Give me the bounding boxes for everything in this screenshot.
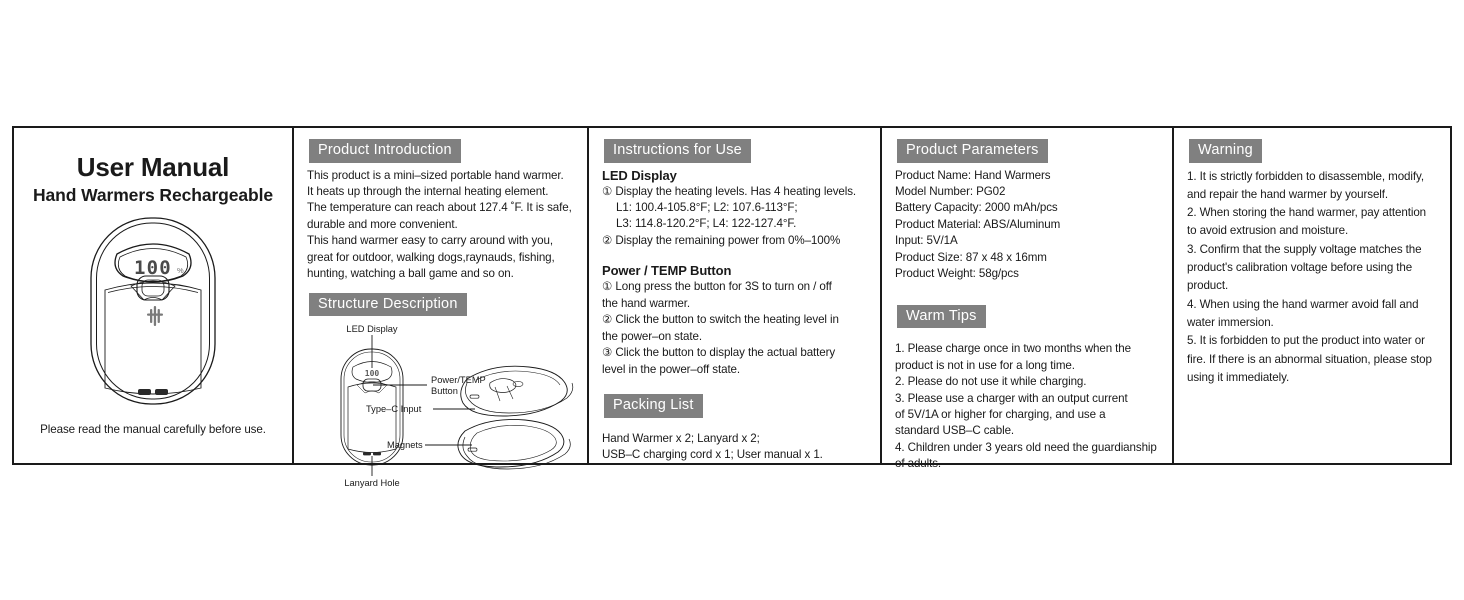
warning-line: using it immediately.	[1187, 370, 1290, 384]
parameter-row: Model Number: PG02	[895, 184, 1006, 198]
structure-diagram	[307, 321, 576, 494]
parameter-row: Product Material: ABS/Aluminum	[895, 217, 1061, 231]
power-instruction-line: level in the power–off state.	[602, 362, 741, 376]
diagram-screen-value: 100	[364, 369, 380, 379]
warm-tip-line: of 5V/1A or higher for charging, and use a	[895, 407, 1106, 421]
power-button-instructions	[602, 279, 869, 378]
badge-wrap-instructions-for-use	[604, 139, 869, 163]
intro-line: great for outdoor, walking dogs,raynauds, fishing,	[307, 250, 555, 264]
warm-tip-line: 2. Please do not use it while charging.	[895, 375, 1087, 389]
parameter-row: Product Weight: 58g/pcs	[895, 267, 1019, 281]
badge-wrap-warm-tips	[897, 305, 1161, 329]
badge-wrap-warning	[1189, 139, 1439, 163]
badge-wrap-product-parameters	[897, 139, 1161, 163]
intro-line: durable and more convenient.	[307, 217, 458, 231]
label-power-temp-button-line1: Power/TEMP	[431, 375, 486, 386]
led-instruction-line: L1: 100.4-105.8°F; L2: 107.6-113°F;	[616, 200, 798, 214]
label-type-c-input: Type–C Input	[366, 404, 422, 415]
warning-line: 3. Confirm that the supply voltage matches the	[1187, 242, 1422, 256]
warning-line: to avoid extrusion and moisture.	[1187, 224, 1349, 238]
section-badge-packing-list: Packing List	[604, 394, 703, 418]
section-badge-product-parameters: Product Parameters	[897, 139, 1048, 163]
page-title: User Manual	[76, 152, 230, 182]
panel-product-parameters	[882, 128, 1174, 471]
section-badge-warning: Warning	[1189, 139, 1262, 163]
led-instruction-line: ① Display the heating levels. Has 4 heating levels.	[602, 184, 857, 198]
page-subtitle: Hand Warmers Rechargeable	[33, 184, 273, 205]
intro-line: This product is a mini–sized portable hand warmer.	[307, 168, 564, 182]
cover-footer-note: Please read the manual carefully before use.	[40, 422, 266, 436]
warm-tip-line: 4. Children under 3 years old need the guardianship	[895, 440, 1157, 454]
warm-tip-line: 3. Please use a charger with an output current	[895, 391, 1128, 405]
label-lanyard-hole: Lanyard Hole	[344, 478, 400, 489]
power-instruction-line: ② Click the button to switch the heating level in	[602, 313, 839, 327]
subheading-power-temp-button: Power / TEMP Button	[602, 263, 732, 279]
product-introduction-text	[307, 168, 576, 283]
warning-list	[1187, 168, 1439, 388]
warning-line: product.	[1187, 279, 1229, 293]
panel-instructions-for-use	[589, 128, 882, 463]
device-battery-value: 100	[134, 256, 172, 279]
section-badge-structure-description: Structure Description	[309, 293, 467, 317]
warm-tip-line: of adults.	[895, 457, 942, 471]
manual-sheet	[12, 126, 1452, 489]
section-badge-product-introduction: Product Introduction	[309, 139, 461, 163]
heat-icon	[147, 306, 163, 326]
panel-product-introduction	[294, 128, 589, 489]
structure-diagram-svg	[307, 321, 579, 489]
parameter-row: Battery Capacity: 2000 mAh/pcs	[895, 201, 1058, 215]
led-instruction-line: ② Display the remaining power from 0%–100%	[602, 233, 841, 247]
warning-line: and repair the hand warmer by yourself.	[1187, 187, 1389, 201]
badge-wrap-product-introduction	[309, 139, 576, 163]
intro-line: It heats up through the internal heating element.	[307, 184, 549, 198]
warning-line: product's calibration voltage before using the	[1187, 261, 1413, 275]
label-power-temp-button-line2: Button	[431, 386, 458, 397]
label-magnets: Magnets	[387, 440, 423, 451]
warm-tips-list	[895, 341, 1161, 473]
warning-line: 2. When storing the hand warmer, pay attention	[1187, 206, 1427, 220]
intro-line: This hand warmer easy to carry around with you,	[307, 234, 553, 248]
section-badge-warm-tips: Warm Tips	[897, 305, 986, 329]
power-instruction-line: ③ Click the button to display the actual battery	[602, 346, 836, 360]
subheading-led-display: LED Display	[602, 167, 677, 183]
led-display-instructions	[602, 184, 869, 250]
badge-wrap-packing-list	[604, 394, 869, 418]
device-battery-unit: %	[177, 265, 184, 275]
power-instruction-line: the power–on state.	[602, 329, 702, 343]
parameter-row: Product Size: 87 x 48 x 16mm	[895, 250, 1047, 264]
warm-tip-line: 1. Please charge once in two months when the	[895, 342, 1131, 356]
product-parameters-list	[895, 168, 1161, 283]
device-front-svg	[73, 212, 233, 412]
intro-line: hunting, watching a ball game and so on.	[307, 267, 514, 281]
badge-wrap-structure-description	[309, 293, 576, 317]
panel-cover	[14, 128, 294, 463]
packing-list-line: Hand Warmer x 2; Lanyard x 2;	[602, 431, 760, 445]
warning-line: water immersion.	[1187, 316, 1274, 329]
cover-content	[14, 137, 292, 463]
panel-warning	[1174, 128, 1450, 463]
intro-line: The temperature can reach about 127.4 ˚F. It is safe,	[307, 201, 572, 215]
packing-list-line: USB–C charging cord x 1; User manual x 1.	[602, 447, 823, 461]
section-badge-instructions-for-use: Instructions for Use	[604, 139, 751, 163]
warning-line: 1. It is strictly forbidden to disassemble, modify,	[1187, 169, 1424, 183]
warning-line: 5. It is forbidden to put the product into water or	[1187, 334, 1425, 348]
warning-line: fire. If there is an abnormal situation, please stop	[1187, 352, 1432, 366]
hand-warmer-illustration	[73, 212, 233, 417]
parameter-row: Product Name: Hand Warmers	[895, 168, 1051, 182]
led-instruction-line: L3: 114.8-120.2°F; L4: 122-127.4°F.	[616, 217, 797, 231]
warm-tip-line: standard USB–C cable.	[895, 424, 1015, 438]
power-instruction-line: the hand warmer.	[602, 296, 690, 310]
warm-tip-line: product is not in use for a long time.	[895, 358, 1075, 372]
label-led-display: LED Display	[346, 324, 398, 335]
power-instruction-line: ① Long press the button for 3S to turn on / off	[602, 280, 832, 294]
parameter-row: Input: 5V/1A	[895, 234, 958, 248]
warning-line: 4. When using the hand warmer avoid fall and	[1187, 297, 1419, 311]
packing-list-text	[602, 431, 869, 464]
